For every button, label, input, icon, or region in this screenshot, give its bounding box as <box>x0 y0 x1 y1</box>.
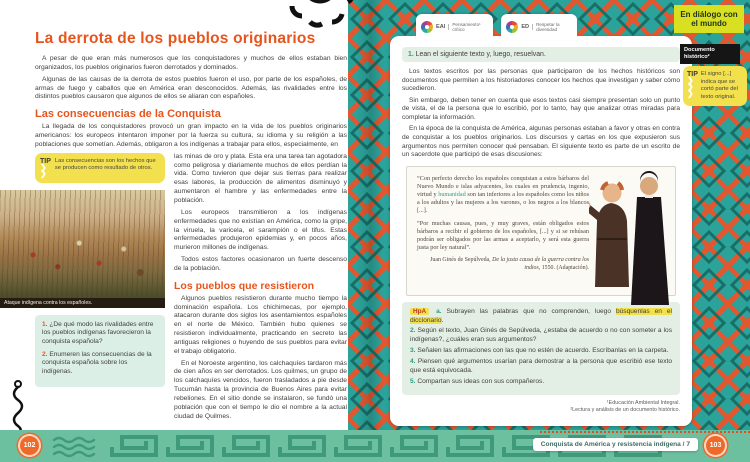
image-caption: Ataque indígena contra los españoles. <box>0 298 165 308</box>
right-page <box>348 0 750 462</box>
activity-item <box>410 327 672 345</box>
activity-item <box>410 378 672 387</box>
questions-box <box>35 315 165 387</box>
section1-paragraph: Todos estos factores ocasionaron un fuerte descenso de la población. <box>174 256 347 272</box>
body-paragraph: Sin embargo, deben tener en cuenta que esos textos casi siempre presentan solo un punto de vista, el de la persona que lo escribió, por lo tanto, hay que analizar otras miradas para completar la información. <box>402 96 680 121</box>
section1-paragraph: Los europeos transmitieron a los indígenas enfermedades que no existían en América, como la gripe, la viruela, la varicela, el sarampión o el tifus. Estas enfermedades produjeron epidemias y, en pocos años, murieron millones de indígenas. <box>174 208 347 252</box>
badge-label: Pensamiento¹ crítico <box>452 21 481 32</box>
tip-text: El signo [...] indica que se cortó parte del texto original. <box>700 71 738 100</box>
quote-text: “Con perfecto derecho los españoles conquistan a estos bárbaros del Nuevo Mundo e islas adyacentes, los cuales en prudencia, ingenio, virtud y <box>417 174 589 198</box>
right-column <box>174 153 347 425</box>
activity-text: Señalen las afirmaciones con las que no estén de acuerdo. Escríbanlas en la carpeta. <box>417 347 669 355</box>
activity-text: Según el texto, Juan Ginés de Sepúlveda, ¿estaba de acuerdo o no con someter a los indígenas?, ¿cuáles eran sus argumentos? <box>410 327 672 344</box>
body-paragraph: En la época de la conquista de América, algunas personas estaban a favor y otras en contra de conquistar a los pueblos originarios. Los discursos y cartas en los que expusieron sus argumentos nos permiten conocer qué pensaban. El siguiente texto es parte de un escrito de un sacerdote que participó de esas discusiones: <box>402 125 680 159</box>
intro-paragraph: Algunas de las causas de la derrota de estos pueblos fueron el uso, por parte de los españoles, de armas de fuego y caballos que en América eran desconocidos. Además, las rivalidades entre los distintos pueblos causaron que algunos de ellos se aliaran con españoles. <box>35 75 347 101</box>
activity-number: 4. <box>410 358 416 366</box>
activity-number: 3. <box>410 347 416 355</box>
ribbon-en-dialogo: En diálogo con el mundo <box>674 5 744 33</box>
activity-text: . <box>441 316 444 324</box>
documento-historico-label: Documento histórico² <box>680 44 740 64</box>
chevron-deco-icon: ❯ ❯ ❯ <box>687 76 693 98</box>
quote-text: son tan inferiores a los españoles como los niños a los adultos y las mujeres a los varones, o los negros a los blancos [...]. <box>417 191 590 215</box>
tab-eai-pensamiento-critico <box>416 14 493 40</box>
tip-box-consecuencias <box>35 153 165 183</box>
body-paragraph: Los textos escritos por las personas que participaron de los hechos históricos son documentos que permiten a los historiadores conocer los hechos que investigan y saber cómo sucedieron. <box>402 68 680 93</box>
hpa-chip: HpA <box>410 308 429 315</box>
tab-ed-respetar-diversidad <box>501 14 577 40</box>
footer-band <box>0 430 750 462</box>
activity-text: Compartan sus ideas con sus compañeros. <box>417 377 545 385</box>
instruction-number: 1. <box>408 51 414 58</box>
priests-illustration <box>589 169 673 307</box>
chevron-deco-icon: ❯ ❯ <box>40 162 46 179</box>
section-heading-resistieron: Los pueblos que resistieron <box>174 279 315 292</box>
left-column <box>4 153 165 425</box>
activity-number: 2. <box>410 327 416 335</box>
page-title: La derrota de los pueblos originarios <box>35 30 316 47</box>
activity-text: Subrayen las palabras que no comprenden, luego <box>446 307 616 315</box>
activity-text: Piensen qué argumentos usarían para demostrar a la persona que escribió ese texto que está equivocada. <box>410 358 673 374</box>
battle-illustration <box>0 190 165 308</box>
tip-label: TIP <box>40 157 51 165</box>
competency-tabs <box>416 14 577 40</box>
historical-quote-box <box>406 166 676 296</box>
instruction-text: Lean el siguiente texto y, luego, resuelvan. <box>415 51 546 58</box>
section-heading-consecuencias: Las consecuencias de la Conquista <box>35 108 221 121</box>
footnote: ¹Educación Ambiental Integral. <box>606 399 680 406</box>
badge-code: ED <box>521 24 533 30</box>
activity-number: 5. <box>410 377 416 385</box>
tip-text: Las consecuencias son los hechos que se producen como resultado de otros. <box>54 157 156 172</box>
quote-paragraph: “Por muchas causas, pues, y muy graves, están obligados estos bárbaros a recibir el gobierno de los españoles, [...] y si se rehúsan podrán ser obligados por las armas a aceptarlo, y será esta guerra justa por ley natural”. <box>417 219 589 252</box>
left-page <box>0 0 352 462</box>
section1-paragraph: las minas de oro y plata. Esta era una tarea tan agotadora como peligrosa y diariamente muchos de ellos perdían la vida. Como tuvieron que dejar sus tierras para realizar esas labores, la producción de alimentos disminuyó y aumentaron el hambre y las enfermedades entre la población. <box>174 152 347 204</box>
activity-item-a <box>410 308 672 326</box>
section2-paragraph: En el Noroeste argentino, los calchaquíes tardaron más de cien años en ser derrotados. Los quilmes, un grupo de los calchaquíes vencidos, fueron trasladados a pie desde Tucumán hasta la provincia de Buenos Aires para evitar rebeliones. En el sitio donde se instalaron, se fundó una población que con el tiempo le dio el nombre a la actual ciudad de Quilmes. <box>174 359 347 420</box>
quote-attribution <box>417 257 589 272</box>
footnote: ²Lectura y análisis de un documento histórico. <box>570 407 680 414</box>
quote-paragraph <box>417 175 589 216</box>
pinwheel-icon <box>506 21 518 33</box>
glossary-link-humanidad: humanidad <box>438 191 466 198</box>
question-number: 1. <box>42 320 48 328</box>
page-number-badge-103: 103 <box>706 436 725 455</box>
activity-item <box>410 358 672 376</box>
attribution-year: 1550. (Adaptación). <box>540 264 589 271</box>
question-item <box>42 351 158 377</box>
pinwheel-icon <box>421 21 433 33</box>
wave-lines-icon <box>52 436 98 458</box>
activity-card <box>390 36 692 426</box>
section1-paragraph: La llegada de los conquistadores provocó un gran impacto en la vida de los pueblos originarios americanos: los europeos intentaron imponer por la fuerza su cultura, su idioma y su religión a las poblaciones que sometían. Además, obligaron a los indígenas a trabajar para ellos, especialmente, en <box>35 123 347 148</box>
activity-item <box>410 347 672 356</box>
attribution-author: Juan Ginés de Sepúlveda, <box>430 257 493 264</box>
footnotes <box>402 400 680 415</box>
section2-paragraph: Algunos pueblos resistieron durante mucho tiempo la dominación española. Los chichimecas, por ejemplo, atacaron durante dos siglos los asentamientos españoles en el norte de México. También hubo quienes se resistieron individualmente, practicando en secreto las antiguas religiones o huyendo de sus pueblos para evitar el trabajo obligatorio. <box>174 294 347 355</box>
highlighted-phrase: búsquenlas en el diccionario <box>410 307 672 324</box>
question-number: 2. <box>42 350 48 358</box>
squiggle-icon <box>5 380 27 432</box>
attribution-work-title: De la justa causa de la guerra contra los indios, <box>492 257 589 271</box>
intro-paragraph: A pesar de que eran más numerosos que los conquistadores y muchos de ellos estaban bien organizados, los pueblos originarios fueron derrotados y dominados. <box>35 55 347 71</box>
activity-letter: a. <box>436 307 442 315</box>
question-text: ¿De qué modo las rivalidades entre los pueblos indígenas favorecieron la conquista española? <box>42 320 154 345</box>
question-item <box>42 321 158 347</box>
tip-label: TIP <box>687 71 698 78</box>
badge-label: Respetar la diversidad <box>536 21 560 32</box>
question-text: Enumeren las consecuencias de la conquista española sobre los indígenas. <box>42 350 152 376</box>
activities-list <box>402 302 680 395</box>
instruction-bar <box>402 47 680 62</box>
tip-box-signo <box>683 66 747 106</box>
chapter-title-pill: Conquista de América y resistencia indígena / 7 <box>533 438 698 451</box>
page-number-badge-102: 102 <box>20 436 39 455</box>
sun-icon <box>280 0 360 34</box>
badge-code: EAI <box>436 24 449 30</box>
